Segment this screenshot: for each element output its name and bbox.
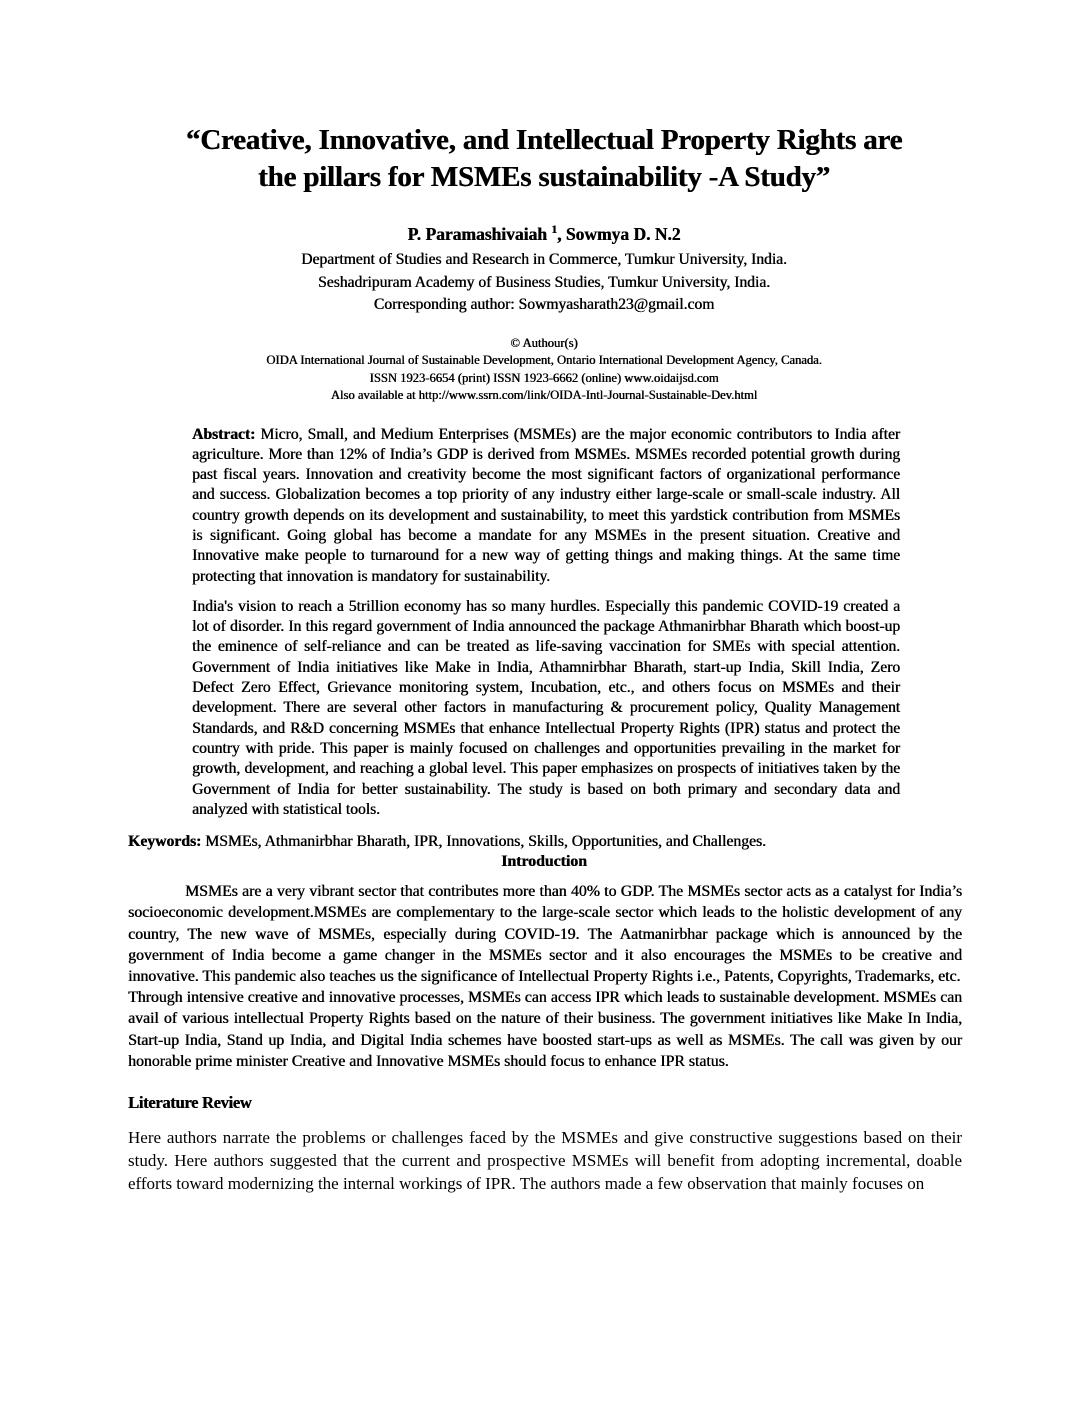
journal-name-line: OIDA International Journal of Sustainable Development, Ontario International Development Agency, Canada.	[266, 353, 822, 367]
abstract-paragraph-1	[192, 425, 900, 587]
introduction-heading: Introduction	[501, 853, 587, 871]
author-superscript: 1	[551, 224, 557, 237]
paper-title-line-2: the pillars for MSMEs sustainability -A Study”	[258, 161, 830, 193]
authors-line	[0, 224, 1088, 245]
literature-review-heading: Literature Review	[128, 1092, 252, 1112]
corresponding-author-line: Corresponding author: Sowmyasharath23@gmail.com	[373, 296, 715, 313]
abstract-label: Abstract:	[192, 425, 256, 443]
keywords-label: Keywords:	[128, 833, 202, 851]
introduction-body	[128, 881, 962, 1072]
abstract-paragraph-2: India's vision to reach a 5trillion economy has so many hurdles. Especially this pandemic COVID-19 created a lot of disorder. In this regard government of India announced the package Athmanirbhar Bharath which boost-up the eminence of self-reliance and can be treated as life-saving vaccination for SMEs with special attention. Government of India initiatives like Make in India, Athamnirbhar Bharath, start-up India, Skill India, Zero Defect Zero Effect, Grievance monitoring system, Incubation, etc., and others focus on MSMEs and their development. There are several other factors in manufacturing & procurement policy, Quality Management Standards, and R&D concerning MSMEs that enhance Intellectual Property Rights (IPR) status and protect the country with pride. This paper is mainly focused on challenges and opportunities prevailing in the market for growth, development, and reaching a global level. This paper emphasizes on prospects of initiatives taken by the Government of India for better sustainability. The study is based on both primary and secondary data and analyzed with statistical tools.	[192, 597, 900, 818]
introduction-paragraph-2: Through intensive creative and innovative processes, MSMEs can access IPR which leads to sustainable development. MSMEs can avail of various intellectual Property Rights based on the nature of their business. The government initiatives like Make In India, Start-up India, Stand up India, and Digital India schemes have boosted start-ups as well as MSMEs. The call was given by our honorable prime minister Creative and Innovative MSMEs should focus to enhance IPR status.	[128, 989, 962, 1070]
literature-review-paragraph: Here authors narrate the problems or challenges faced by the MSMEs and give constructive suggestions based on their study. Here authors suggested that the current and prospective MSMEs will benefit from adopting incremental, doable efforts toward modernizing the internal workings of IPR. The authors made a few observation that mainly focuses on	[128, 1127, 962, 1193]
paper-title-line-1: “Creative, Innovative, and Intellectual Property Rights are	[185, 124, 903, 156]
copyright-line: © Authour(s)	[510, 335, 578, 350]
abstract-text-1: Micro, Small, and Medium Enterprises (MSMEs) are the major economic contributors to India after agriculture. More than 12% of India’s GDP is derived from MSMEs. MSMEs recorded potential growth during past fiscal years. Innovation and creativity become the most significant factors of organizational performance and success. Globalization becomes a top priority of any industry either large-scale or small-scale industry. All country growth depends on its development and sustainability, to meet this yardstick contribution from MSMEs is significant. Going global has become a mandate for any MSMEs in the present situation. Creative and Innovative make people to turnaround for a new way of getting things and making things. At the same time protecting that innovation is mandatory for sustainability.	[192, 425, 900, 585]
author-names: P. Paramashivaiah	[407, 224, 552, 244]
keywords-text: MSMEs, Athmanirbhar Bharath, IPR, Innovations, Skills, Opportunities, and Challenges.	[201, 833, 766, 851]
abstract-block	[192, 425, 900, 821]
journal-imprint-block	[0, 335, 1088, 405]
paper-title	[94, 122, 994, 196]
affiliations-block	[0, 249, 1088, 317]
affiliation-line: Seshadripuram Academy of Business Studies, Tumkur University, India.	[317, 273, 771, 291]
author-names-rest: , Sowmya D. N.2	[557, 224, 681, 244]
introduction-paragraph-1: MSMEs are a very vibrant sector that contributes more than 40% to GDP. The MSMEs sector acts as a catalyst for India’s socioeconomic development.MSMEs are complementary to the large-scale sector which leads to the holistic development of any country, The new wave of MSMEs, especially during COVID-19. The Aatmanirbhar package which is announced by the government of India become a game changer in the MSMEs sector and it also encourages the MSMEs to be creative and innovative. This pandemic also teaches us the significance of Intellectual Property Rights i.e., Patents, Copyrights, Trademarks, etc.	[128, 883, 962, 985]
affiliation-line: Department of Studies and Research in Commerce, Tumkur University, India.	[301, 251, 787, 268]
keywords-line	[128, 831, 962, 852]
availability-line: Also available at http://www.ssrn.com/link/OIDA-Intl-Journal-Sustainable-Dev.html	[330, 388, 758, 402]
issn-line: ISSN 1923-6654 (print) ISSN 1923-6662 (online) www.oidaijsd.com	[369, 370, 719, 385]
